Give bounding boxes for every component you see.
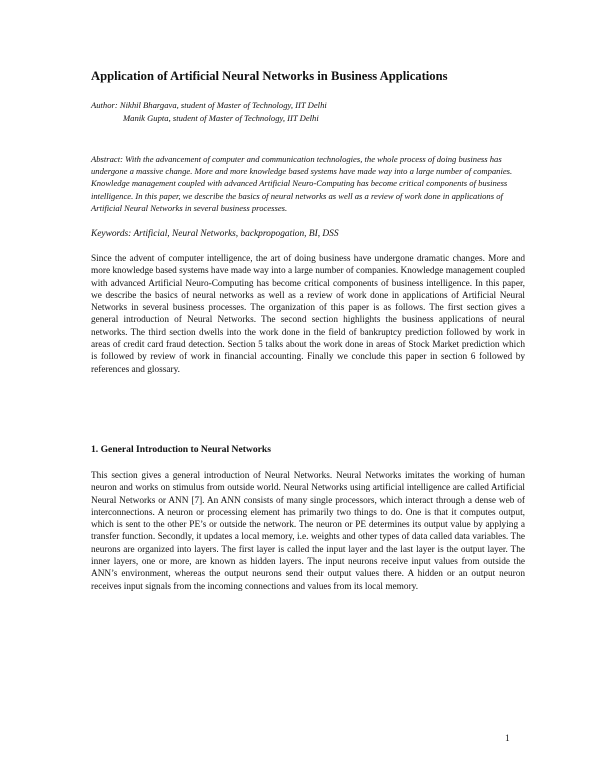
page-number: 1 [505, 734, 510, 744]
author-line-1: Author: Nikhil Bhargava, student of Master of Technology, IIT Delhi [91, 100, 327, 110]
abstract: Abstract: With the advancement of computer and communication technologies, the whole process of doing business has undergone a massive change. More and more knowledge based systems have made way into a large number of companies. Knowledge management coupled with advanced Artificial Neuro-Computing has become critical components of business intelligence. In this paper, we describe the basics of neural networks as well as a review of work done in applications of Artificial Neural Networks in several business processes. [91, 154, 513, 213]
keywords: Keywords: Artificial, Neural Networks, backpropogation, BI, DSS [91, 229, 339, 239]
section-heading: 1. General Introduction to Neural Networks [91, 444, 271, 455]
section-paragraph: This section gives a general introduction of Neural Networks. Neural Networks imitates the working of human neuron and works on stimulus from outside world. Neural Networks using artificial intelligence are called Artificial Neural Networks or ANN [7]. An ANN consists of many single processors, which interact through a dense web of interconnections. A neuron or processing element has primarily two things to do. One is that it computes output, which is sent to the other PE’s or outside the network. The neuron or PE determines its output value by applying a transfer function. Secondly, it updates a local memory, i.e. weights and other types of data called data variables. The neurons are organized into layers. The first layer is called the input layer and the last layer is the output layer. The inner layers, one or more, are known as hidden layers. The input neurons receive input values from outside the ANN’s environment, whereas the output neurons send their output values there. A hidden or an output neuron receives input signals from the incoming connections and values from its local memory. [91, 471, 525, 592]
author-block [91, 99, 511, 125]
author-line-2: Manik Gupta, student of Master of Technology, IIT Delhi [123, 113, 319, 123]
paper-title: Application of Artificial Neural Networks in Business Applications [91, 69, 448, 83]
intro-paragraph: Since the advent of computer intelligence, the art of doing business have undergone dramatic changes. More and more knowledge based systems have made way into a large number of companies. Knowledge management coupled with advanced Artificial Neuro-Computing has become critical components of business intelligence. In this paper, we describe the basics of neural networks as well as a review of work done in applications of Artificial Neural Networks in several business processes. The organization of this paper is as follows. The first section gives a general introduction of Neural Networks. The second section highlights the business applications of neural networks. The third section dwells into the work done in the field of bankruptcy prediction followed by work in areas of credit card fraud detection. Section 5 talks about the work done in areas of Stock Market prediction which is followed by review of work in financial accounting. Finally we conclude this paper in section 6 followed by references and glossary. [91, 254, 525, 375]
